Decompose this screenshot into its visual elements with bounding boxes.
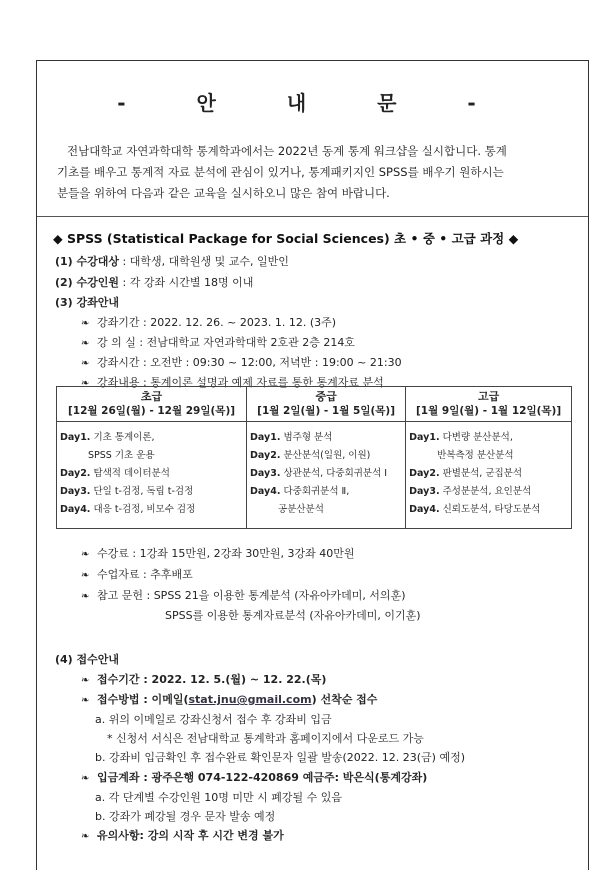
advanced-cell	[406, 422, 572, 529]
intermediate-cell	[247, 422, 406, 529]
day-item: SPSS 기초 운용	[88, 450, 155, 461]
course-info-item: ❧ 강좌내용 : 통계이론 설명과 예제 자료를 통한 통계자료 분석	[81, 376, 384, 389]
email-link[interactable]: stat.jnu@gmail.com	[188, 693, 312, 706]
day-item: Day2. 분산분석(일원, 이원)	[250, 450, 371, 461]
reference-row-2: SPSS를 이용한 통계자료분석 (자유아카데미, 이기훈)	[165, 609, 421, 622]
capacity-row	[55, 274, 253, 290]
fee-row: ❧ 수강료 : 1강좌 15만원, 2강좌 30만원, 3강좌 40만원	[81, 547, 355, 560]
course-heading: ◆ SPSS (Statistical Package for Social Sciences) 초 • 중 • 고급 과정 ◆	[53, 231, 519, 246]
day-item: Day2. 판별분석, 군집분석	[409, 468, 523, 479]
page-title: - 안 내 문 -	[117, 91, 508, 115]
reference-row: ❧ 참고 문헌 : SPSS 21을 이용한 통계분석 (자유아카데미, 서의훈)	[81, 589, 406, 602]
apply-period-row: ❧ 접수기간 : 2022. 12. 5.(월) ~ 12. 22.(목)	[81, 673, 327, 686]
apply-method-row: ❧ 접수방법 : 이메일(stat.jnu@gmail.com) 선착순 접수	[81, 693, 378, 706]
day-item: Day1. 기초 통계이론,	[60, 432, 155, 443]
bullet-icon: ❧	[81, 570, 90, 581]
bullet-icon: ❧	[81, 318, 90, 329]
apply-note: * 신청서 서식은 전남대학교 통계학과 홈페이지에서 다운로드 가능	[107, 732, 424, 745]
day-item: Day2. 탐색적 데이터분석	[60, 468, 170, 479]
bullet-icon: ❧	[81, 773, 90, 784]
course-table	[56, 386, 572, 529]
day-item: Day4. 대응 t-검정, 비모수 검정	[60, 504, 196, 515]
day-item: 반복측정 분산분석	[437, 450, 514, 461]
section-divider	[37, 216, 588, 217]
bullet-icon: ❧	[81, 378, 90, 389]
intro-paragraph	[57, 141, 571, 204]
intermediate-header: 중급 [1월 2일(월) - 1월 5일(목)]	[247, 387, 406, 422]
capacity-label: (2) 수강인원	[55, 276, 120, 289]
caution-row: ❧ 유의사항: 강의 시작 후 시간 변경 불가	[81, 829, 284, 842]
beginner-cell	[57, 422, 247, 529]
apply-step-b: b. 강좌비 입금확인 후 접수완료 확인문자 일괄 발송(2022. 12. 23(금) 예정)	[95, 751, 465, 764]
cancel-b: b. 강좌가 폐강될 경우 문자 발송 예정	[95, 810, 276, 823]
intro-line: 기초를 배우고 통계적 자료 분석에 관심이 있거나, 통계패키지인 SPSS를 배우기 원하시는	[57, 165, 504, 179]
advanced-header: 고급 [1월 9일(월) - 1월 12일(목)]	[406, 387, 572, 422]
target-value: : 대학생, 대학원생 및 교수, 일반인	[119, 255, 289, 268]
day-item: Day4. 다중회귀분석 Ⅱ,	[250, 486, 350, 497]
course-info-item: ❧ 강 의 실 : 전남대학교 자연과학대학 2호관 2층 214호	[81, 336, 355, 349]
bullet-icon: ❧	[81, 358, 90, 369]
target-row	[55, 253, 289, 269]
day-item: Day3. 상관분석, 다중회귀분석 Ⅰ	[250, 468, 388, 479]
course-table-header	[57, 387, 572, 422]
target-label: (1) 수강대상	[55, 255, 120, 268]
capacity-value: : 각 강좌 시간별 18명 이내	[119, 276, 254, 289]
account-row: ❧ 입금계좌 : 광주은행 074-122-420869 예금주: 박은식(통계강좌)	[81, 771, 428, 784]
day-item: Day4. 신뢰도분석, 타당도분석	[409, 504, 541, 515]
intro-line: 전남대학교 자연과학대학 통계학과에서는 2022년 동계 통계 워크샵을 실시합니다. 통계	[67, 144, 507, 158]
bullet-icon: ❧	[81, 549, 90, 560]
day-item: Day1. 범주형 분석	[250, 432, 333, 443]
apply-step-a: a. 위의 이메일로 강좌신청서 접수 후 강좌비 입금	[95, 713, 332, 726]
bullet-icon: ❧	[81, 695, 90, 706]
notice-frame	[36, 60, 589, 870]
bullet-icon: ❧	[81, 675, 90, 686]
bullet-icon: ❧	[81, 591, 90, 602]
day-item: Day3. 단일 t-검정, 독립 t-검정	[60, 486, 194, 497]
apply-label: (4) 접수안내	[55, 653, 120, 666]
day-item: 공분산분석	[278, 504, 324, 515]
day-item: Day1. 다변량 분산분석,	[409, 432, 513, 443]
beginner-header: 초급 [12월 26일(월) - 12월 29일(목)]	[57, 387, 247, 422]
material-row: ❧ 수업자료 : 추후배포	[81, 568, 193, 581]
bullet-icon: ❧	[81, 831, 90, 842]
cancel-a: a. 각 단계별 수강인원 10명 미만 시 폐강될 수 있음	[95, 791, 342, 804]
course-info-item: ❧ 강좌시간 : 오전반 : 09:30 ~ 12:00, 저녁반 : 19:00 ~ 21:30	[81, 356, 402, 369]
intro-line: 분들을 위하여 다음과 같은 교육을 실시하오니 많은 참여 바랍니다.	[57, 186, 390, 200]
bullet-icon: ❧	[81, 338, 90, 349]
course-table-row	[57, 422, 572, 529]
day-item: Day3. 주성분분석, 요인분석	[409, 486, 532, 497]
course-info-item: ❧ 강좌기간 : 2022. 12. 26. ~ 2023. 1. 12. (3주)	[81, 316, 337, 329]
course-info-label: (3) 강좌안내	[55, 296, 120, 309]
